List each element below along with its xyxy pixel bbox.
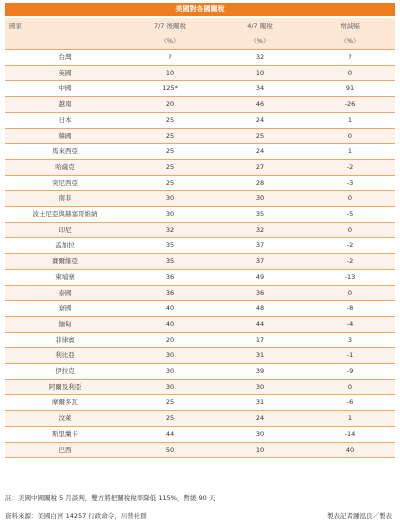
table-row xyxy=(5,222,395,238)
change-cell: 40 xyxy=(305,442,395,458)
table-row xyxy=(5,332,395,348)
tariff-apr-cell: 30 xyxy=(215,426,305,442)
header-unit-blank xyxy=(5,34,125,50)
tariff-apr-cell: 46 xyxy=(215,97,305,113)
table-row xyxy=(5,411,395,427)
change-cell: -26 xyxy=(305,97,395,113)
tariff-apr-cell: 17 xyxy=(215,332,305,348)
change-cell: -14 xyxy=(305,426,395,442)
tariff-jul-cell: 35 xyxy=(125,238,215,254)
change-cell: -2 xyxy=(305,254,395,270)
tariff-apr-cell: 30 xyxy=(215,379,305,395)
table-row xyxy=(5,112,395,128)
change-cell: 0 xyxy=(305,191,395,207)
tariff-jul-cell: 25 xyxy=(125,159,215,175)
country-cell: 伊拉克 xyxy=(5,364,125,380)
tariff-jul-cell: 25 xyxy=(125,112,215,128)
country-cell: 巴西 xyxy=(5,442,125,458)
change-cell: 0 xyxy=(305,379,395,395)
change-cell: 0 xyxy=(305,65,395,81)
country-cell: 利比亞 xyxy=(5,348,125,364)
tariff-apr-cell: 25 xyxy=(215,128,305,144)
tariff-apr-cell: 34 xyxy=(215,81,305,97)
table-row xyxy=(5,301,395,317)
tariff-jul-cell: 25 xyxy=(125,395,215,411)
table-body xyxy=(5,50,395,458)
change-cell: -5 xyxy=(305,207,395,223)
table-row xyxy=(5,144,395,160)
tariff-apr-cell: 32 xyxy=(215,50,305,66)
data-source: 資料來源：美國白宮 14257 行政命令，川普社群 xyxy=(5,512,147,520)
table-row xyxy=(5,128,395,144)
tariff-apr-cell: 35 xyxy=(215,207,305,223)
tariff-jul-cell: 30 xyxy=(125,191,215,207)
change-cell: -4 xyxy=(305,316,395,332)
country-cell: 台灣 xyxy=(5,50,125,66)
tariff-jul-cell: 30 xyxy=(125,207,215,223)
tariff-apr-cell: 24 xyxy=(215,411,305,427)
country-cell: 哈薩克 xyxy=(5,159,125,175)
tariff-jul-cell: 44 xyxy=(125,426,215,442)
country-cell: 汶萊 xyxy=(5,411,125,427)
tariff-apr-cell: 31 xyxy=(215,395,305,411)
change-cell: -13 xyxy=(305,269,395,285)
country-cell: 寮國 xyxy=(5,301,125,317)
change-cell: 1 xyxy=(305,112,395,128)
header-row xyxy=(5,18,395,34)
tariff-jul-cell: 36 xyxy=(125,285,215,301)
tariff-jul-cell: 10 xyxy=(125,65,215,81)
tariff-jul-cell: 40 xyxy=(125,316,215,332)
table-row xyxy=(5,97,395,113)
tariff-jul-cell: 25 xyxy=(125,411,215,427)
header-unit-row xyxy=(5,34,395,50)
tariff-jul-cell: 36 xyxy=(125,269,215,285)
tariff-table xyxy=(5,18,395,458)
author-credit: 製表記者鍾泓良／製表 xyxy=(327,512,392,520)
country-cell: 中國 xyxy=(5,81,125,97)
table-row xyxy=(5,379,395,395)
country-cell: 南非 xyxy=(5,191,125,207)
table-row xyxy=(5,50,395,66)
change-cell: 1 xyxy=(305,144,395,160)
change-cell: 0 xyxy=(305,128,395,144)
change-cell: 91 xyxy=(305,81,395,97)
tariff-jul-cell: 40 xyxy=(125,301,215,317)
table-row xyxy=(5,395,395,411)
country-cell: 斯里蘭卡 xyxy=(5,426,125,442)
country-cell: 柬埔寨 xyxy=(5,269,125,285)
tariff-jul-cell: 125* xyxy=(125,81,215,97)
table-row xyxy=(5,364,395,380)
country-cell: 馬來西亞 xyxy=(5,144,125,160)
country-cell: 越南 xyxy=(5,97,125,113)
tariff-jul-cell: 25 xyxy=(125,144,215,160)
footnote: 註：美國中國關稅 5 月談判，雙方將把關稅稅率降低 115%，暫緩 90 天 xyxy=(5,494,216,502)
tariff-jul-cell: 50 xyxy=(125,442,215,458)
tariff-apr-cell: 49 xyxy=(215,269,305,285)
tariff-apr-cell: 39 xyxy=(215,364,305,380)
change-cell: -6 xyxy=(305,395,395,411)
change-cell: -2 xyxy=(305,159,395,175)
tariff-apr-cell: 31 xyxy=(215,348,305,364)
tariff-apr-cell: 37 xyxy=(215,238,305,254)
table-row xyxy=(5,269,395,285)
tariff-jul-cell: 32 xyxy=(125,222,215,238)
tariff-apr-cell: 27 xyxy=(215,159,305,175)
table-row xyxy=(5,238,395,254)
country-cell: 摩爾多瓦 xyxy=(5,395,125,411)
tariff-apr-cell: 48 xyxy=(215,301,305,317)
tariff-apr-cell: 32 xyxy=(215,222,305,238)
table-row xyxy=(5,254,395,270)
header-country: 國家 xyxy=(5,18,125,34)
header-tariff-apr: 4/7 關稅 xyxy=(215,18,305,34)
change-cell: -9 xyxy=(305,364,395,380)
table-row xyxy=(5,81,395,97)
tariff-jul-cell: ? xyxy=(125,50,215,66)
table-row xyxy=(5,159,395,175)
country-cell: 日本 xyxy=(5,112,125,128)
country-cell: 波士尼亞與赫塞哥維納 xyxy=(5,207,125,223)
tariff-jul-cell: 30 xyxy=(125,379,215,395)
tariff-jul-cell: 25 xyxy=(125,175,215,191)
country-cell: 韓國 xyxy=(5,128,125,144)
table-title: 美國對各國關稅 xyxy=(5,3,395,16)
change-cell: 3 xyxy=(305,332,395,348)
table-row xyxy=(5,175,395,191)
table-row xyxy=(5,191,395,207)
tariff-apr-cell: 28 xyxy=(215,175,305,191)
country-cell: 突尼西亞 xyxy=(5,175,125,191)
change-cell: -8 xyxy=(305,301,395,317)
header-unit-apr: （%） xyxy=(215,34,305,50)
header-unit-jul: （%） xyxy=(125,34,215,50)
change-cell: 1 xyxy=(305,411,395,427)
country-cell: 菲律賓 xyxy=(5,332,125,348)
tariff-apr-cell: 37 xyxy=(215,254,305,270)
country-cell: 泰國 xyxy=(5,285,125,301)
tariff-apr-cell: 36 xyxy=(215,285,305,301)
tariff-jul-cell: 30 xyxy=(125,348,215,364)
country-cell: 賽爾維亞 xyxy=(5,254,125,270)
table-row xyxy=(5,285,395,301)
header-unit-change: （%） xyxy=(305,34,395,50)
tariff-jul-cell: 20 xyxy=(125,97,215,113)
country-cell: 孟加拉 xyxy=(5,238,125,254)
country-cell: 英國 xyxy=(5,65,125,81)
tariff-jul-cell: 30 xyxy=(125,364,215,380)
country-cell: 阿爾及利亞 xyxy=(5,379,125,395)
tariff-apr-cell: 44 xyxy=(215,316,305,332)
tariff-jul-cell: 20 xyxy=(125,332,215,348)
tariff-apr-cell: 10 xyxy=(215,442,305,458)
change-cell: 0 xyxy=(305,285,395,301)
change-cell: -2 xyxy=(305,238,395,254)
table-row xyxy=(5,426,395,442)
change-cell: 0 xyxy=(305,222,395,238)
tariff-jul-cell: 25 xyxy=(125,128,215,144)
country-cell: 緬甸 xyxy=(5,316,125,332)
change-cell: -3 xyxy=(305,175,395,191)
tariff-apr-cell: 24 xyxy=(215,112,305,128)
change-cell: -1 xyxy=(305,348,395,364)
table-row xyxy=(5,348,395,364)
tariff-apr-cell: 10 xyxy=(215,65,305,81)
table-row xyxy=(5,65,395,81)
change-cell: ? xyxy=(305,50,395,66)
tariff-jul-cell: 35 xyxy=(125,254,215,270)
header-tariff-jul: 7/7 後關稅 xyxy=(125,18,215,34)
header-change: 增減幅 xyxy=(305,18,395,34)
tariff-apr-cell: 24 xyxy=(215,144,305,160)
country-cell: 印尼 xyxy=(5,222,125,238)
table-row xyxy=(5,442,395,458)
tariff-apr-cell: 30 xyxy=(215,191,305,207)
table-row xyxy=(5,316,395,332)
table-row xyxy=(5,207,395,223)
